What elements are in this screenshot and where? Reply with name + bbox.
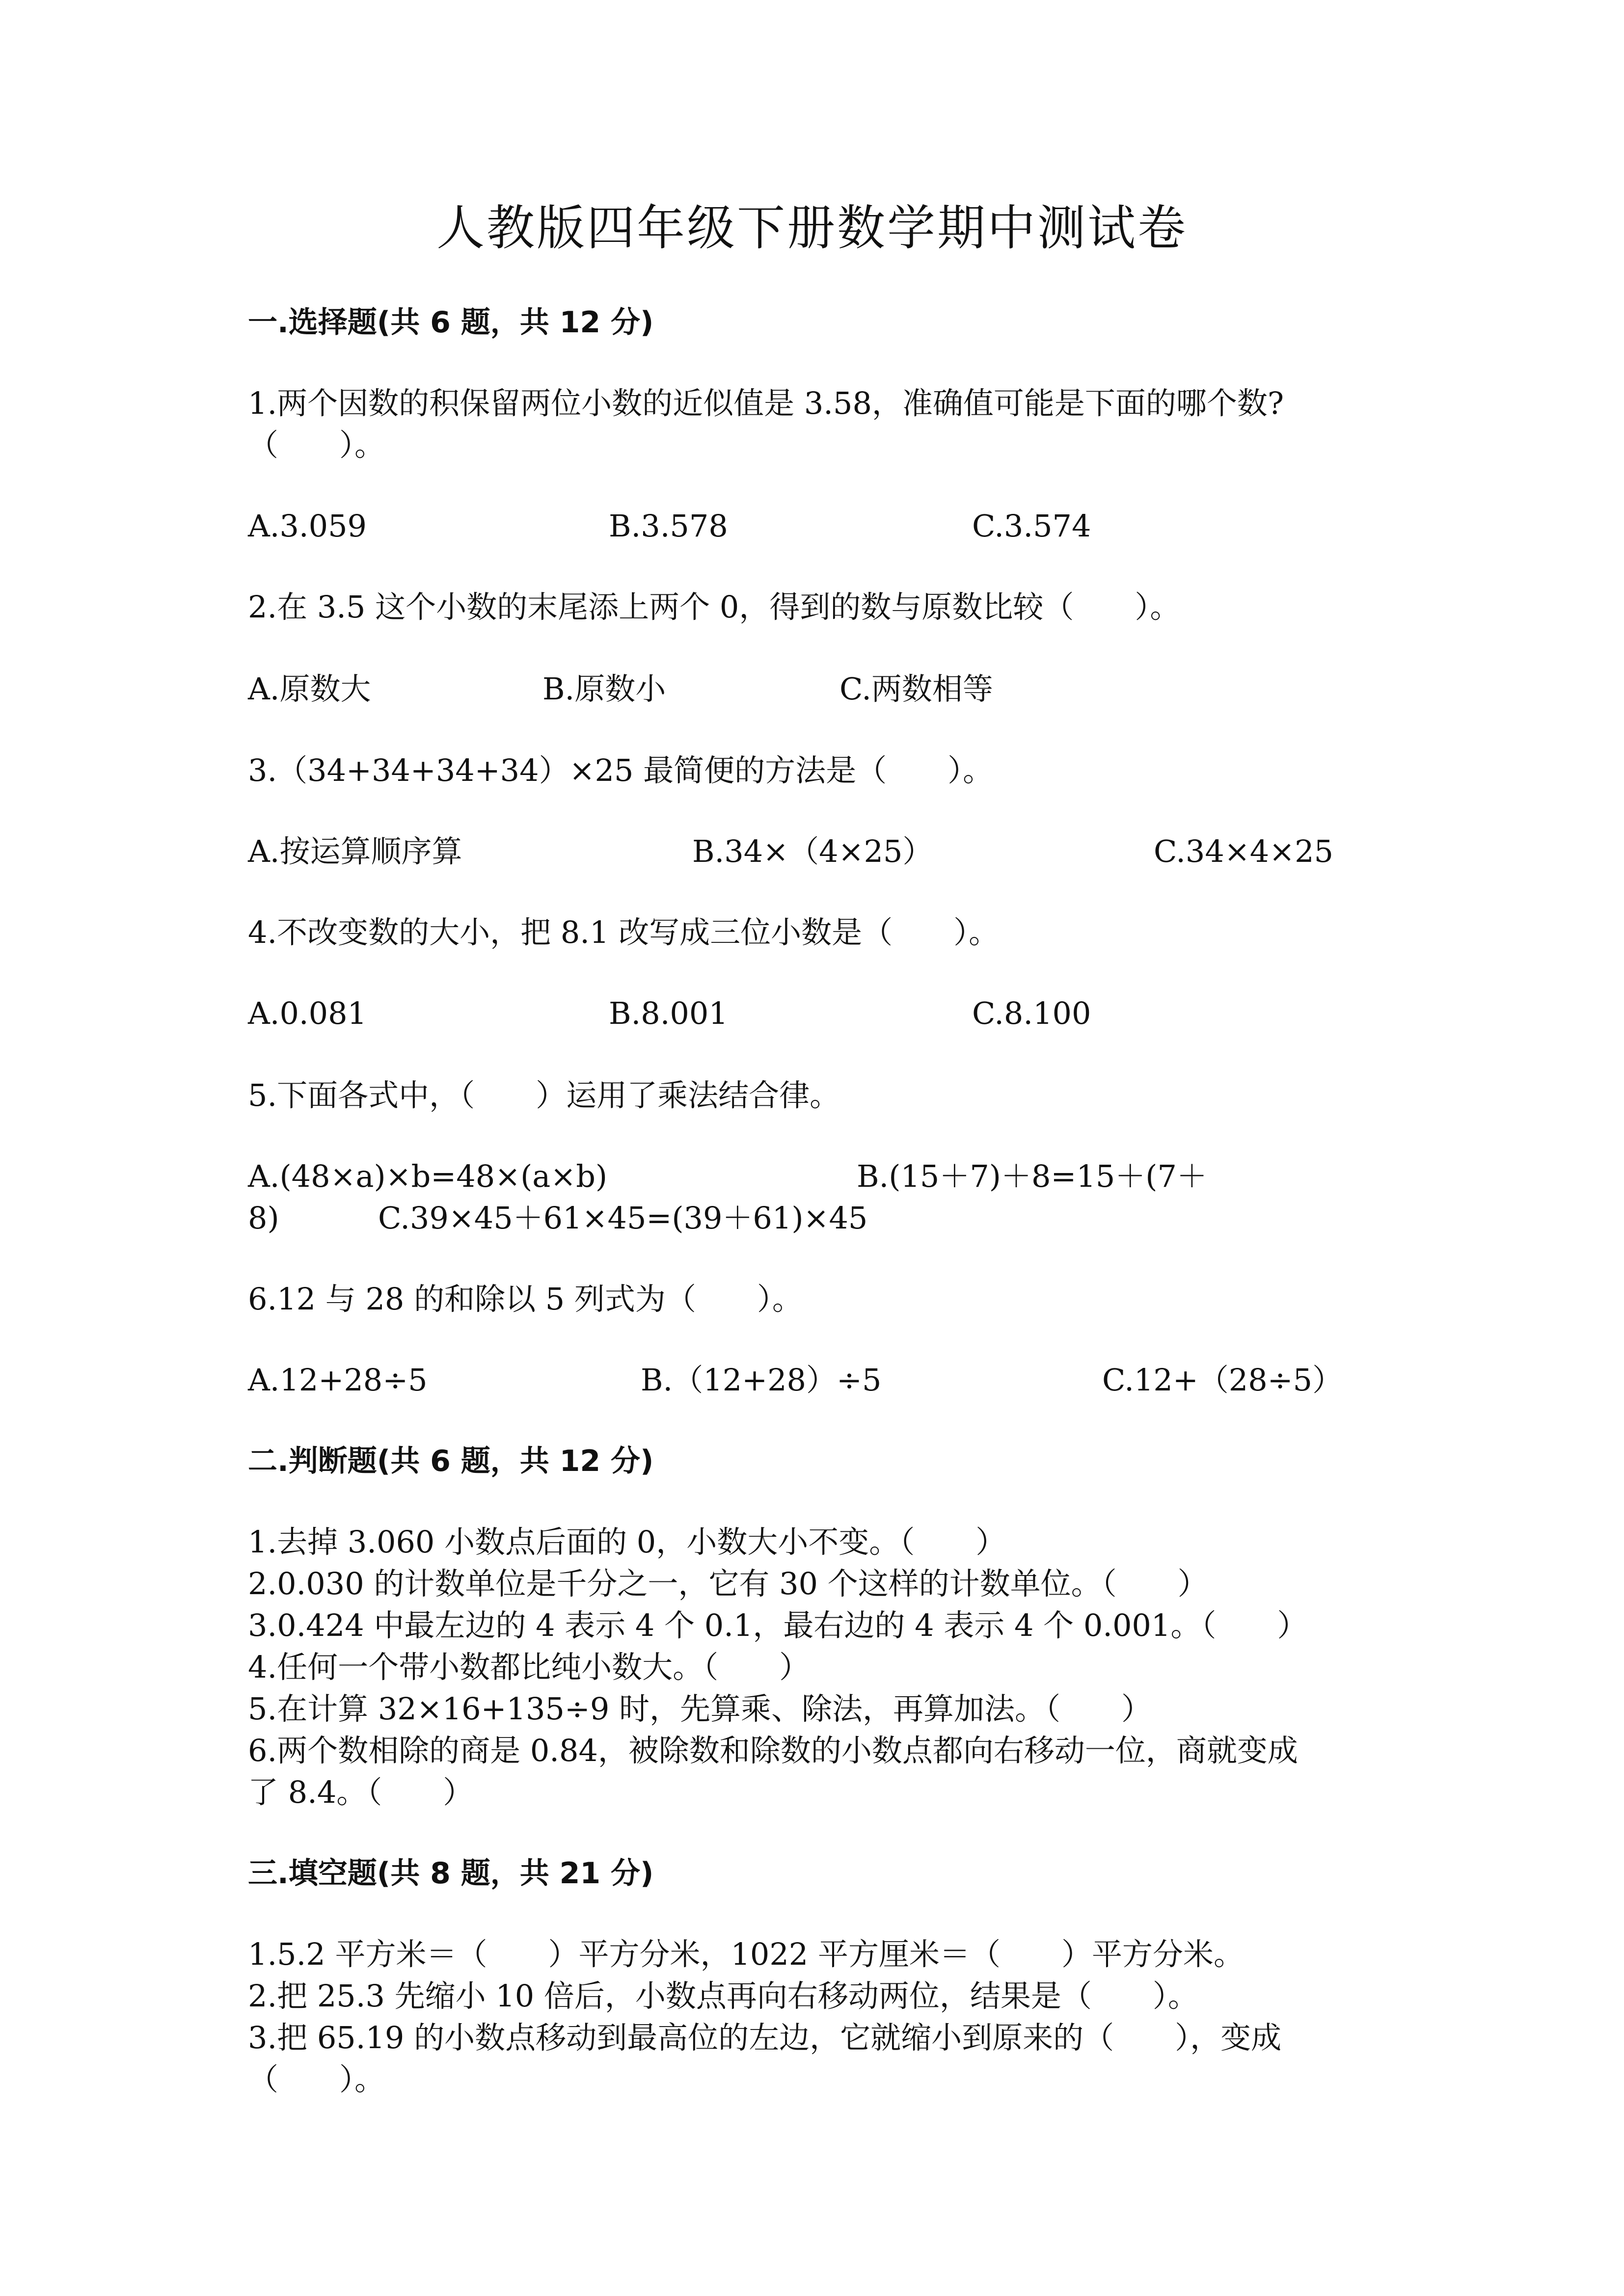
- fill-item: 3.把 65.19 的小数点移动到最高位的左边，它就缩小到原来的（ ），变成: [248, 2020, 1282, 2056]
- option-a: A.按运算顺序算: [248, 833, 462, 869]
- judge-item: 1.去掉 3.060 小数点后面的 0，小数大小不变。（ ）: [248, 1524, 1006, 1560]
- judge-item: 2.0.030 的计数单位是千分之一，它有 30 个这样的计数单位。（ ）: [248, 1566, 1208, 1602]
- question-text: 6.12 与 28 的和除以 5 列式为（ ）。: [248, 1281, 803, 1317]
- judge-item: 3.0.424 中最左边的 4 表示 4 个 0.1，最右边的 4 表示 4 个 0.001。（ ）: [248, 1607, 1308, 1643]
- option-c: C.39×45＋61×45=(39＋61)×45: [378, 1200, 868, 1236]
- option-b-continued: 8): [248, 1200, 279, 1236]
- fill-item-continued: （ ）。: [248, 2061, 385, 2097]
- question-text: 5.下面各式中，（ ）运用了乘法结合律。: [248, 1077, 840, 1113]
- section-heading-judge: 二.判断题(共 6 题，共 12 分): [248, 1444, 654, 1478]
- section-heading-fill: 三.填空题(共 8 题，共 21 分): [248, 1856, 654, 1891]
- option-b: B.原数小: [542, 671, 666, 707]
- option-c: C.3.574: [972, 508, 1091, 544]
- question-text: 2.在 3.5 这个小数的末尾添上两个 0，得到的数与原数比较（ ）。: [248, 589, 1181, 625]
- option-b: B.3.578: [609, 508, 728, 544]
- option-b: B.（12+28）÷5: [641, 1362, 882, 1398]
- question-text: 4.不改变数的大小，把 8.1 改写成三位小数是（ ）。: [248, 914, 1000, 950]
- option-b: B.8.001: [609, 995, 728, 1031]
- option-c: C.8.100: [972, 995, 1091, 1031]
- judge-item: 5.在计算 32×16+135÷9 时，先算乘、除法，再算加法。（ ）: [248, 1691, 1152, 1727]
- page-title: 人教版四年级下册数学期中测试卷: [436, 200, 1188, 256]
- fill-item: 2.把 25.3 先缩小 10 倍后，小数点再向右移动两位，结果是（ ）。: [248, 1978, 1198, 2014]
- question-text: 3.（34+34+34+34）×25 最简便的方法是（ ）。: [248, 752, 994, 788]
- option-c: C.两数相等: [839, 671, 993, 707]
- option-a: A.0.081: [248, 995, 367, 1031]
- option-c: C.34×4×25: [1154, 833, 1334, 869]
- judge-item: 4.任何一个带小数都比纯小数大。（ ）: [248, 1649, 810, 1685]
- option-a: A.12+28÷5: [248, 1362, 428, 1398]
- option-c: C.12+（28÷5）: [1102, 1362, 1343, 1398]
- question-text: （ ）。: [248, 427, 385, 463]
- option-b: B.34×（4×25）: [692, 833, 933, 869]
- judge-item: 6.两个数相除的商是 0.84，被除数和除数的小数点都向右移动一位，商就变成: [248, 1733, 1298, 1768]
- section-heading-choice: 一.选择题(共 6 题，共 12 分): [248, 305, 654, 340]
- fill-item: 1.5.2 平方米＝（ ）平方分米，1022 平方厘米＝（ ）平方分米。: [248, 1936, 1244, 1972]
- option-b: B.(15＋7)＋8=15＋(7＋: [857, 1158, 1207, 1194]
- option-a: A.(48×a)×b=48×(a×b): [248, 1158, 608, 1194]
- judge-item-continued: 了 8.4。（ ）: [248, 1774, 474, 1810]
- option-a: A.3.059: [248, 508, 367, 544]
- option-a: A.原数大: [248, 671, 371, 707]
- question-text: 1.两个因数的积保留两位小数的近似值是 3.58，准确值可能是下面的哪个数?: [248, 385, 1284, 421]
